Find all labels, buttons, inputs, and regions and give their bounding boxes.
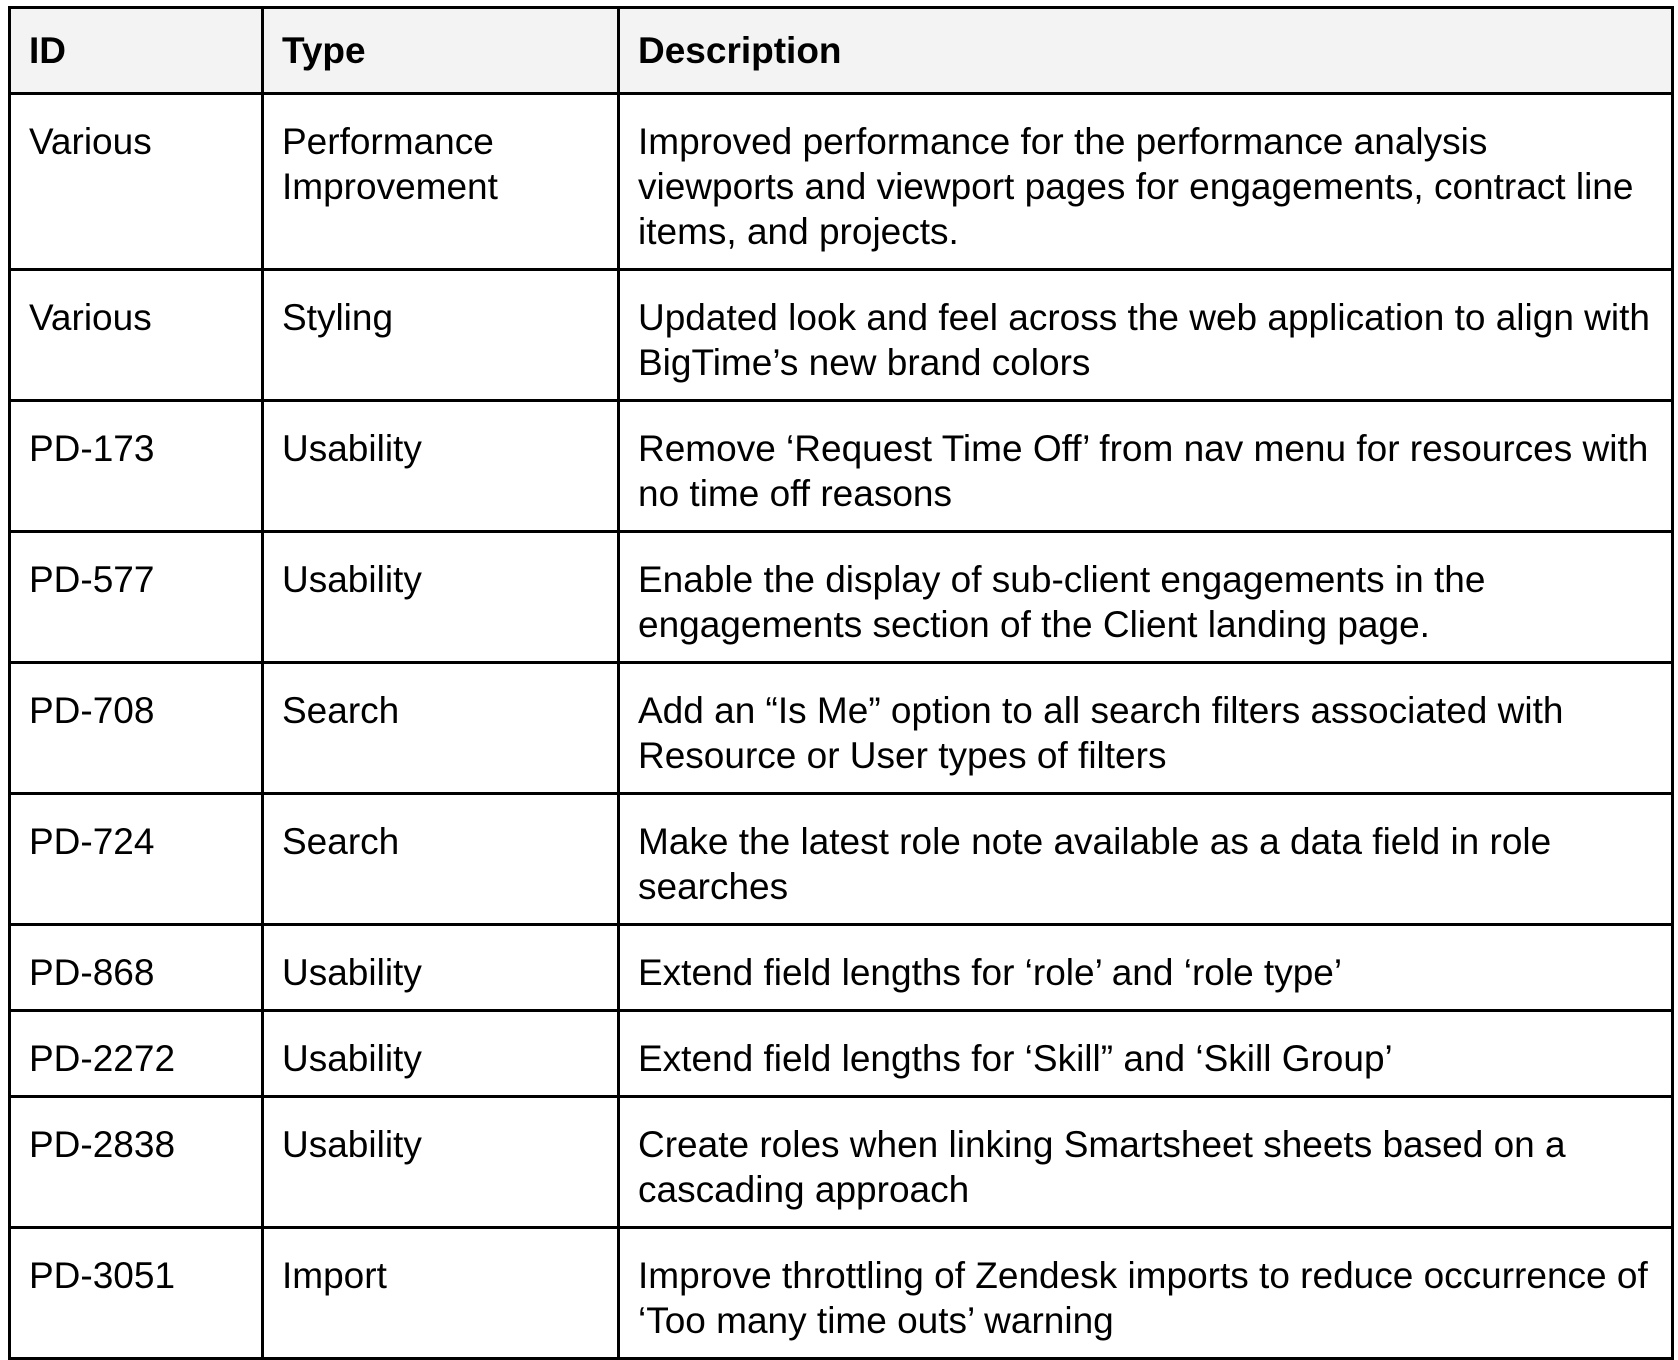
cell-type: Usability xyxy=(263,532,619,663)
cell-description: Extend field lengths for ‘role’ and ‘role type’ xyxy=(619,925,1673,1011)
cell-description: Improved performance for the performance analysis viewports and viewport pages for engagements, contract line items, and projects. xyxy=(619,94,1673,270)
cell-id: PD-708 xyxy=(10,663,263,794)
cell-description: Updated look and feel across the web application to align with BigTime’s new brand colors xyxy=(619,270,1673,401)
cell-type: Import xyxy=(263,1228,619,1359)
cell-description: Make the latest role note available as a data field in role searches xyxy=(619,794,1673,925)
release-notes-table xyxy=(8,6,1674,1360)
cell-id: PD-868 xyxy=(10,925,263,1011)
table-row xyxy=(10,925,1673,1011)
header-description: Description xyxy=(619,8,1673,94)
table-row xyxy=(10,663,1673,794)
cell-type: Usability xyxy=(263,401,619,532)
table-header-row xyxy=(10,8,1673,94)
cell-description: Add an “Is Me” option to all search filters associated with Resource or User types of filters xyxy=(619,663,1673,794)
cell-id: Various xyxy=(10,94,263,270)
cell-description: Improve throttling of Zendesk imports to reduce occurrence of ‘Too many time outs’ warning xyxy=(619,1228,1673,1359)
cell-id: PD-173 xyxy=(10,401,263,532)
cell-id: PD-724 xyxy=(10,794,263,925)
cell-type: Usability xyxy=(263,1011,619,1097)
table-row xyxy=(10,1097,1673,1228)
cell-id: PD-2838 xyxy=(10,1097,263,1228)
cell-type: Usability xyxy=(263,925,619,1011)
cell-description: Remove ‘Request Time Off’ from nav menu for resources with no time off reasons xyxy=(619,401,1673,532)
table-row xyxy=(10,794,1673,925)
cell-id: Various xyxy=(10,270,263,401)
table-row xyxy=(10,1228,1673,1359)
cell-id: PD-577 xyxy=(10,532,263,663)
table-row xyxy=(10,1011,1673,1097)
cell-description: Extend field lengths for ‘Skill” and ‘Skill Group’ xyxy=(619,1011,1673,1097)
header-type: Type xyxy=(263,8,619,94)
cell-description: Create roles when linking Smartsheet sheets based on a cascading approach xyxy=(619,1097,1673,1228)
cell-id: PD-2272 xyxy=(10,1011,263,1097)
table-row xyxy=(10,401,1673,532)
cell-type: Search xyxy=(263,663,619,794)
table-row xyxy=(10,532,1673,663)
cell-type: Styling xyxy=(263,270,619,401)
cell-type: Search xyxy=(263,794,619,925)
cell-description: Enable the display of sub-client engagements in the engagements section of the Client landing page. xyxy=(619,532,1673,663)
table-row xyxy=(10,270,1673,401)
cell-type: Usability xyxy=(263,1097,619,1228)
cell-type: Performance Improvement xyxy=(263,94,619,270)
cell-id: PD-3051 xyxy=(10,1228,263,1359)
table-row xyxy=(10,94,1673,270)
header-id: ID xyxy=(10,8,263,94)
